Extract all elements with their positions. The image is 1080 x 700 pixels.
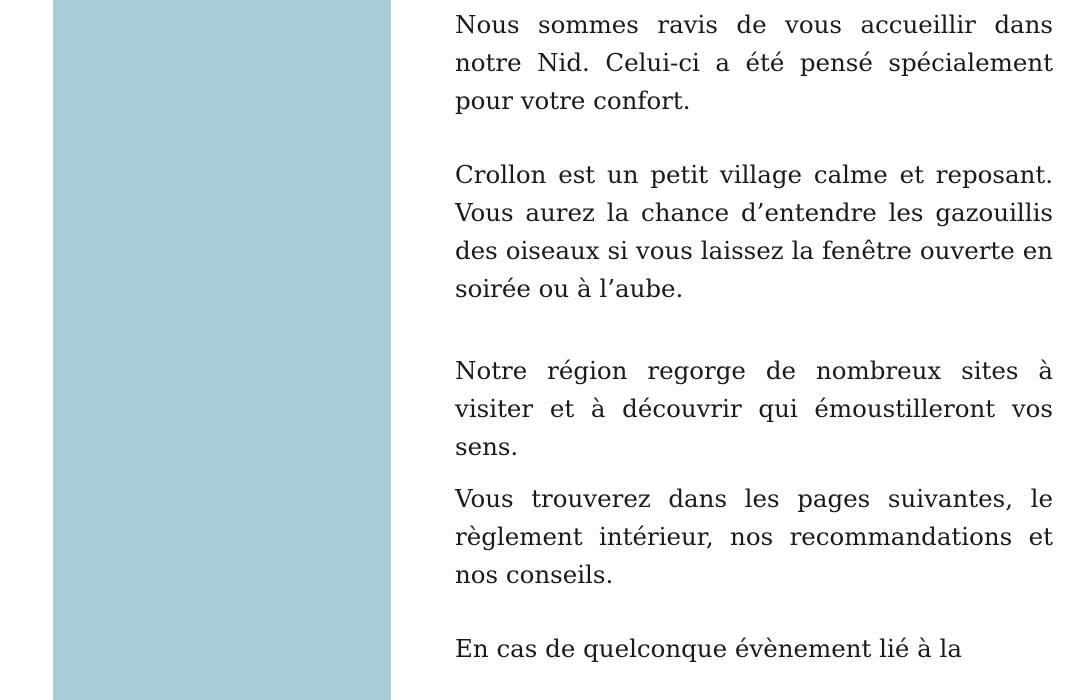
decorative-side-bar bbox=[53, 0, 391, 700]
paragraph-village: Crollon est un petit village calme et reposant. Vous aurez la chance d’entendre les gazouillis des oiseaux si vous laissez la fenêtre ouverte en soirée ou à l’aube. bbox=[455, 160, 1053, 303]
paragraph-following-pages: Vous trouverez dans les pages suivantes, le règlement intérieur, nos recommandations et nos conseils. bbox=[455, 484, 1053, 589]
paragraph-event: En cas de quelconque évènement lié à la bbox=[455, 634, 962, 663]
paragraph-welcome: Nous sommes ravis de vous accueillir dans notre Nid. Celui-ci a été pensé spécialement pour votre confort. bbox=[455, 10, 1053, 115]
welcome-text-block bbox=[455, 6, 1053, 668]
paragraph-region: Notre région regorge de nombreux sites à visiter et à découvrir qui émoustilleront vos sens. bbox=[455, 356, 1053, 461]
